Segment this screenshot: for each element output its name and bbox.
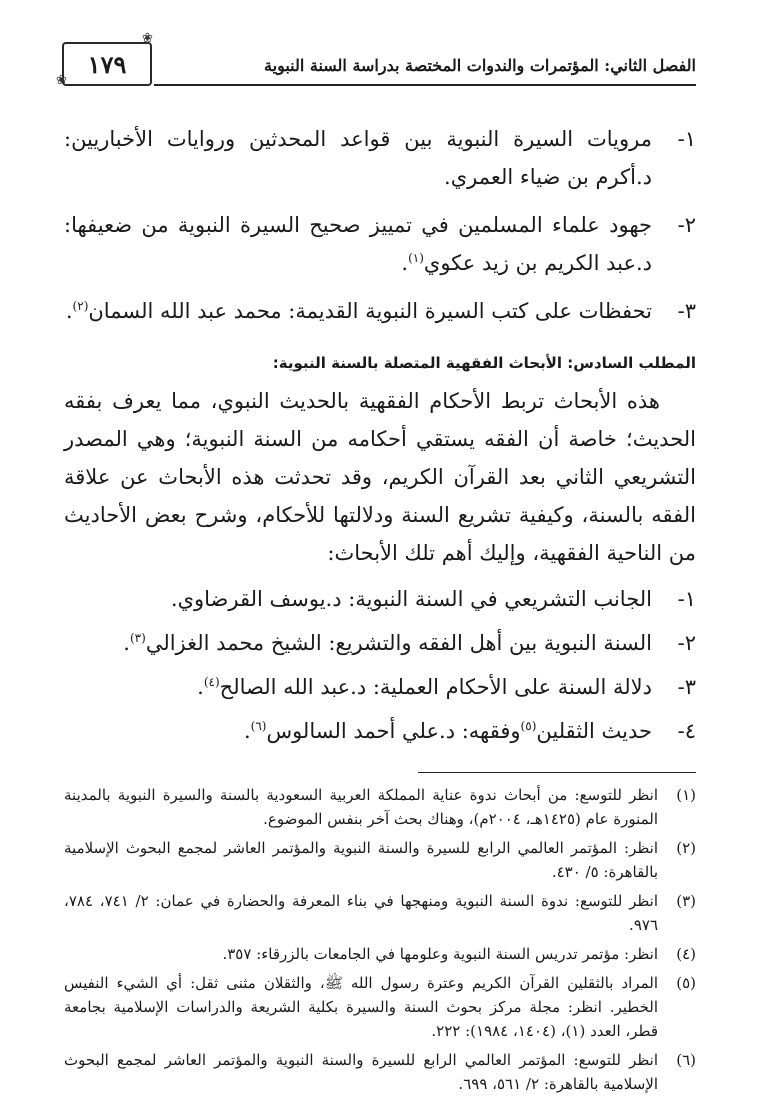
footnote-number: (١) xyxy=(676,786,696,804)
item-number: ١- xyxy=(677,127,696,151)
footnote-text: انظر: مؤتمر تدريس السنة النبوية وعلومها في الجامعات بالزرقاء: ٣٥٧. xyxy=(222,945,658,963)
flower-ornament-icon: ❀ xyxy=(142,31,153,46)
footnote-number: (٦) xyxy=(676,1051,696,1069)
footnote-number: (٢) xyxy=(676,839,696,857)
footnote-text: المراد بالثقلين القرآن الكريم وعترة رسول الله ﷺ، والثقلان مثنى ثقل: أي الشيء النفيس الخطير. انظر: مجلة مركز بحوث السنة والسيرة بكلية الشريعة والدراسات الإسلامية بجامعة قطر، العدد (١)، (١٤٠٤، ١٩٨٤): ٢٢٢. xyxy=(64,974,658,1040)
footnote-text: انظر للتوسع: ندوة السنة النبوية ومنهجها في بناء المعرفة والحضارة في عمان: ٢/ ٧٤١، ٧٨٤، ٩٧٦. xyxy=(64,892,659,934)
item-text: دلالة السنة على الأحكام العملية: د.عبد الله الصالح xyxy=(219,675,652,699)
footnote-marker[interactable]: (١) xyxy=(408,251,424,265)
item-number: ٤- xyxy=(677,719,696,743)
page-body xyxy=(64,120,696,1101)
sira-research-list xyxy=(64,120,696,330)
list-item: ٢- جهود علماء المسلمين في تمييز صحيح السيرة النبوية من ضعيفها: د.عبد الكريم بن زيد عكوي$^{(١)}$. xyxy=(64,206,696,282)
footnote xyxy=(64,836,696,884)
body-paragraph: هذه الأبحاث تربط الأحكام الفقهية بالحديث النبوي، مما يعرف بفقه الحديث؛ خاصة أن الفقه يستقي أحكامه من السنة النبوية؛ وهي المصدر التشريعي الثاني بعد القرآن الكريم، وقد تحدثت هذه الأبحاث عن علاقة الفقه بالسنة، وكيفية تشريع السنة ودلالتها للأحكام، وشرح بعض الأحاديث من الناحية الفقهية، وإليك أهم تلك الأبحاث: xyxy=(64,389,696,565)
footnote xyxy=(64,783,696,831)
page-header xyxy=(56,31,696,88)
page-number: ١٧٩ xyxy=(87,49,127,79)
footnote-marker[interactable]: (٢) xyxy=(72,299,89,313)
item-text: السنة النبوية بين أهل الفقه والتشريع: الشيخ محمد الغزالي xyxy=(145,631,652,655)
footnotes-list xyxy=(64,783,696,1096)
item-text: حديث الثقلين xyxy=(536,719,652,743)
footnote-text: انظر للتوسع: المؤتمر العالمي الرابع للسيرة والسنة النبوية والمؤتمر العاشر لمجمع البحوث الإسلامية بالقاهرة: ٢/ ٥٦١، ٦٩٩. xyxy=(64,1051,658,1093)
fiqh-research-list xyxy=(64,580,696,750)
item-text-continued: وفقهه: د.علي أحمد السالوس xyxy=(266,719,521,743)
flower-ornament-icon: ❀ xyxy=(56,73,67,88)
list-item: ٤- حديث الثقلين$^{(٥)}$وفقهه: د.علي أحمد السالوس$^{(٦)}$. xyxy=(64,712,696,750)
page-number-box xyxy=(62,42,152,86)
item-number: ١- xyxy=(677,587,696,611)
item-text: تحفظات على كتب السيرة النبوية القديمة: محمد عبد الله السمان xyxy=(88,299,652,323)
header-divider xyxy=(154,84,696,86)
item-number: ٢- xyxy=(677,213,696,237)
footnote-number: (٤) xyxy=(676,945,696,963)
item-number: ٣- xyxy=(677,675,696,699)
footnote xyxy=(64,889,696,937)
footnote-marker[interactable]: (٥) xyxy=(520,719,537,733)
list-item: ٢- السنة النبوية بين أهل الفقه والتشريع: الشيخ محمد الغزالي$^{(٣)}$. xyxy=(64,624,696,662)
running-title: الفصل الثاني: المؤتمرات والندوات المختصة بدراسة السنة النبوية xyxy=(264,56,696,75)
footnote xyxy=(64,942,696,966)
footnote-number: (٣) xyxy=(676,892,696,910)
item-text: مرويات السيرة النبوية بين قواعد المحدثين وروايات الأخباريين: د.أكرم بن ضياء العمري. xyxy=(64,127,652,189)
item-number: ٢- xyxy=(677,631,696,655)
footnote-text: انظر للتوسع: من أبحاث ندوة عناية المملكة العربية السعودية بالسنة والسيرة النبوية بالمدينة المنورة عام (١٤٢٥هـ، ٢٠٠٤م)، وهناك بحث آخر بنفس الموضوع. xyxy=(64,786,658,828)
footnote-marker[interactable]: (٤) xyxy=(203,675,220,689)
footnote-divider xyxy=(418,772,696,773)
list-item: ٣- دلالة السنة على الأحكام العملية: د.عبد الله الصالح$^{(٤)}$. xyxy=(64,668,696,706)
footnote-marker[interactable]: (٦) xyxy=(250,719,267,733)
footnote-number: (٥) xyxy=(676,974,696,992)
item-number: ٣- xyxy=(677,299,696,323)
footnote xyxy=(64,971,696,1043)
item-text: الجانب التشريعي في السنة النبوية: د.يوسف القرضاوي. xyxy=(170,587,652,611)
footnote xyxy=(64,1048,696,1096)
footnote-marker[interactable]: (٣) xyxy=(129,631,146,645)
list-item xyxy=(64,580,696,618)
section-heading: المطلب السادس: الأبحاث الفقهية المتصلة بالسنة النبوية: xyxy=(272,354,696,372)
list-item: ٣- تحفظات على كتب السيرة النبوية القديمة: محمد عبد الله السمان$^{(٢)}$. xyxy=(64,292,696,330)
footnote-text: انظر: المؤتمر العالمي الرابع للسيرة والسنة النبوية والمؤتمر العاشر لمجمع البحوث الإسلامية بالقاهرة: ٥/ ٤٣٠. xyxy=(64,839,658,881)
list-item xyxy=(64,120,696,196)
item-text: جهود علماء المسلمين في تمييز صحيح السيرة النبوية من ضعيفها: د.عبد الكريم بن زيد عكوي xyxy=(64,213,652,275)
